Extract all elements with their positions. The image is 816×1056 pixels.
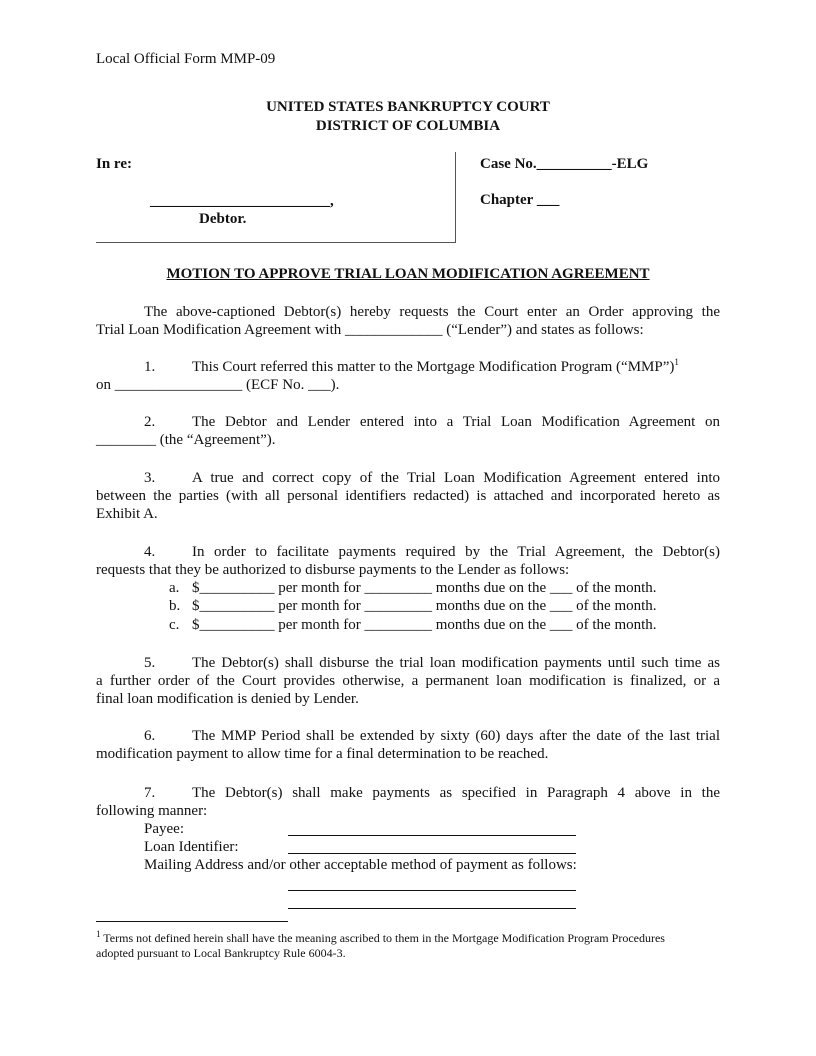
in-re-label: In re: [96,156,132,172]
chapter-blank: ___ [536,192,560,208]
footnote-number: 1 [96,929,101,939]
mailing-address-line-2 [288,908,576,909]
para-4-item-a-letter: a. [169,580,180,596]
loan-identifier-label: Loan Identifier: [144,839,239,855]
case-no-label: Case No. [480,156,537,172]
para-5-line-2: a further order of the Court provides otherwise, a permanent loan modification is finalized, or a [96,673,720,689]
para-4-line-1: In order to facilitate payments required by the Trial Agreement, the Debtor(s) [192,544,720,560]
para-1-line-1 [192,358,679,376]
mailing-address-line-1 [288,890,576,891]
debtor-label: Debtor. [199,211,247,227]
para-2-line-2: ________ (the “Agreement”). [96,432,276,448]
debtor-name-line: ________________________, [150,193,334,209]
para-4-line-2: requests that they be authorized to disburse payments to the Lender as follows: [96,562,570,578]
court-name: UNITED STATES BANKRUPTCY COURT [266,99,550,115]
para-4-item-a-text: $__________ per month for _________ months due on the ___ of the month. [192,580,657,596]
para-7-line-2: following manner: [96,803,208,819]
footnote-ref: 1 [674,357,679,367]
para-4-item-c-letter: c. [169,617,180,633]
para-1-line-2: on _________________ (ECF No. ___). [96,377,340,393]
para-5-number: 5. [144,655,156,671]
para-5-line-1: The Debtor(s) shall disburse the trial loan modification payments until such time as [192,655,720,671]
intro-line-1: The above-captioned Debtor(s) hereby requests the Court enter an Order approving the [144,304,720,320]
case-no-blank: __________ [536,156,612,172]
case-no-suffix: -ELG [611,156,649,172]
motion-title: MOTION TO APPROVE TRIAL LOAN MODIFICATION AGREEMENT [166,266,650,282]
footnote-separator [96,921,288,922]
payee-label: Payee: [144,821,184,837]
para-3-number: 3. [144,470,156,486]
para-4-item-b-letter: b. [169,598,181,614]
para-4-item-c-text: $__________ per month for _________ months due on the ___ of the month. [192,617,657,633]
mailing-address-label: Mailing Address and/or other acceptable method of payment as follows: [144,857,577,873]
footnote-line-2: adopted pursuant to Local Bankruptcy Rule 6004-3. [96,946,346,960]
chapter [480,191,559,209]
para-3-line-3: Exhibit A. [96,506,158,522]
loan-identifier-field-line [288,853,576,854]
case-number [480,155,648,173]
para-4-number: 4. [144,544,156,560]
para-4-item-b-text: $__________ per month for _________ months due on the ___ of the month. [192,598,657,614]
form-id: Local Official Form MMP-09 [96,51,276,67]
para-6-line-1: The MMP Period shall be extended by sixty (60) days after the date of the last trial [192,728,720,744]
para-2-line-1: The Debtor and Lender entered into a Trial Loan Modification Agreement on [192,414,720,430]
para-3-line-1: A true and correct copy of the Trial Loan Modification Agreement entered into [192,470,720,486]
footnote-text-1: Terms not defined herein shall have the meaning ascribed to them in the Mortgage Modification Program Procedures [103,931,665,945]
para-7-number: 7. [144,785,156,801]
chapter-label: Chapter [480,192,534,208]
para-5-line-3: final loan modification is denied by Lender. [96,691,359,707]
payee-field-line [288,835,576,836]
court-district: DISTRICT OF COLUMBIA [315,118,501,134]
para-1-number: 1. [144,359,156,375]
para-1-text: This Court referred this matter to the Mortgage Modification Program (“MMP”) [192,359,675,375]
para-7-line-1: The Debtor(s) shall make payments as specified in Paragraph 4 above in the [192,785,720,801]
intro-line-2: Trial Loan Modification Agreement with _____________ (“Lender”) and states as follows: [96,322,644,338]
para-6-number: 6. [144,728,156,744]
para-2-number: 2. [144,414,156,430]
para-6-line-2: modification payment to allow time for a final determination to be reached. [96,746,549,762]
footnote-line-1 [96,931,665,946]
para-3-line-2: between the parties (with all personal identifiers redacted) is attached and incorporated hereto as [96,488,720,504]
